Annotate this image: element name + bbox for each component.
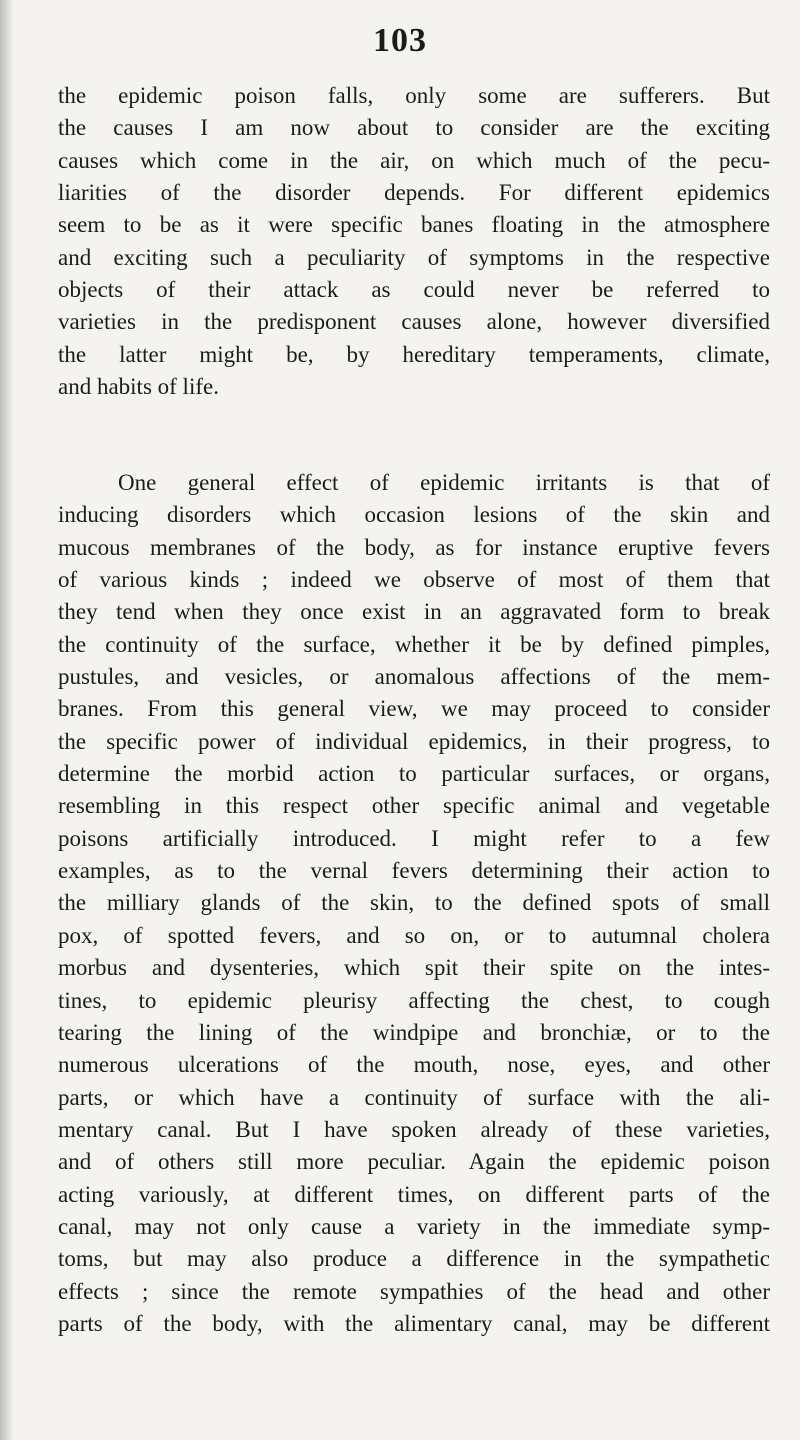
text-line: morbus and dysenteries, which spit their spite on the intes- [58,955,770,981]
text-line: and habits of life. [58,374,219,400]
text-line: they tend when they once exist in an aggravated form to break [58,599,770,625]
text-line: liarities of the disorder depends. For different epidemics [58,180,770,206]
text-line: the causes I am now about to consider are the exciting [58,115,770,141]
text-line: and of others still more peculiar. Again the epidemic poison [58,1149,770,1175]
text-line: the specific power of individual epidemics, in their progress, to [58,728,770,754]
text-line: the latter might be, by hereditary temperaments, climate, [58,341,770,367]
text-line: resembling in this respect other specific animal and vegetable [58,793,770,819]
text-line: inducing disorders which occasion lesions of the skin and [58,502,770,528]
text-line: seem to be as it were specific banes floating in the atmosphere [58,212,770,238]
text-line: parts of the body, with the alimentary canal, may be different [58,1310,770,1336]
text-line: pox, of spotted fevers, and so on, or to autumnal cholera [58,922,770,948]
text-line: effects ; since the remote sympathies of the head and other [58,1278,770,1304]
page-number: 103 [373,22,427,59]
text-line: objects of their attack as could never be referred to [58,277,770,303]
text-line: poisons artificially introduced. I might refer to a few [58,825,770,851]
text-line: the milliary glands of the skin, to the defined spots of small [58,890,770,916]
text-line: mentary canal. But I have spoken already of these varieties, [58,1116,770,1142]
text-line: One general effect of epidemic irritants is that of [118,470,770,495]
text-line: numerous ulcerations of the mouth, nose, eyes, and other [58,1052,770,1078]
text-line: toms, but may also produce a difference in the sympathetic [58,1246,770,1272]
text-line: the continuity of the surface, whether it be by defined pimples, [58,631,770,657]
text-line: acting variously, at different times, on different parts of the [58,1181,770,1207]
text-line: varieties in the predisponent causes alone, however diversified [58,309,770,335]
text-line: causes which come in the air, on which much of the pecu- [58,147,770,173]
text-line: tearing the lining of the windpipe and bronchiæ, or to the [58,1019,770,1045]
text-line: pustules, and vesicles, or anomalous affections of the mem- [58,664,770,690]
text-line: canal, may not only cause a variety in the immediate symp- [58,1213,770,1239]
text-line: the epidemic poison falls, only some are sufferers. But [58,83,770,108]
text-line: parts, or which have a continuity of surface with the ali- [58,1084,770,1110]
paragraph-2 [58,467,770,1340]
paragraph-1 [58,80,770,403]
text-line: of various kinds ; indeed we observe of most of them that [58,567,770,593]
page-binding-shadow [0,0,14,1440]
text-line: and exciting such a peculiarity of symptoms in the respective [58,244,770,270]
text-line: examples, as to the vernal fevers determining their action to [58,858,770,884]
text-line: mucous membranes of the body, as for instance eruptive fevers [58,534,770,560]
text-line: tines, to epidemic pleurisy affecting the chest, to cough [58,987,770,1013]
text-line: branes. From this general view, we may proceed to consider [58,696,770,722]
text-line: determine the morbid action to particular surfaces, or organs, [58,761,770,787]
